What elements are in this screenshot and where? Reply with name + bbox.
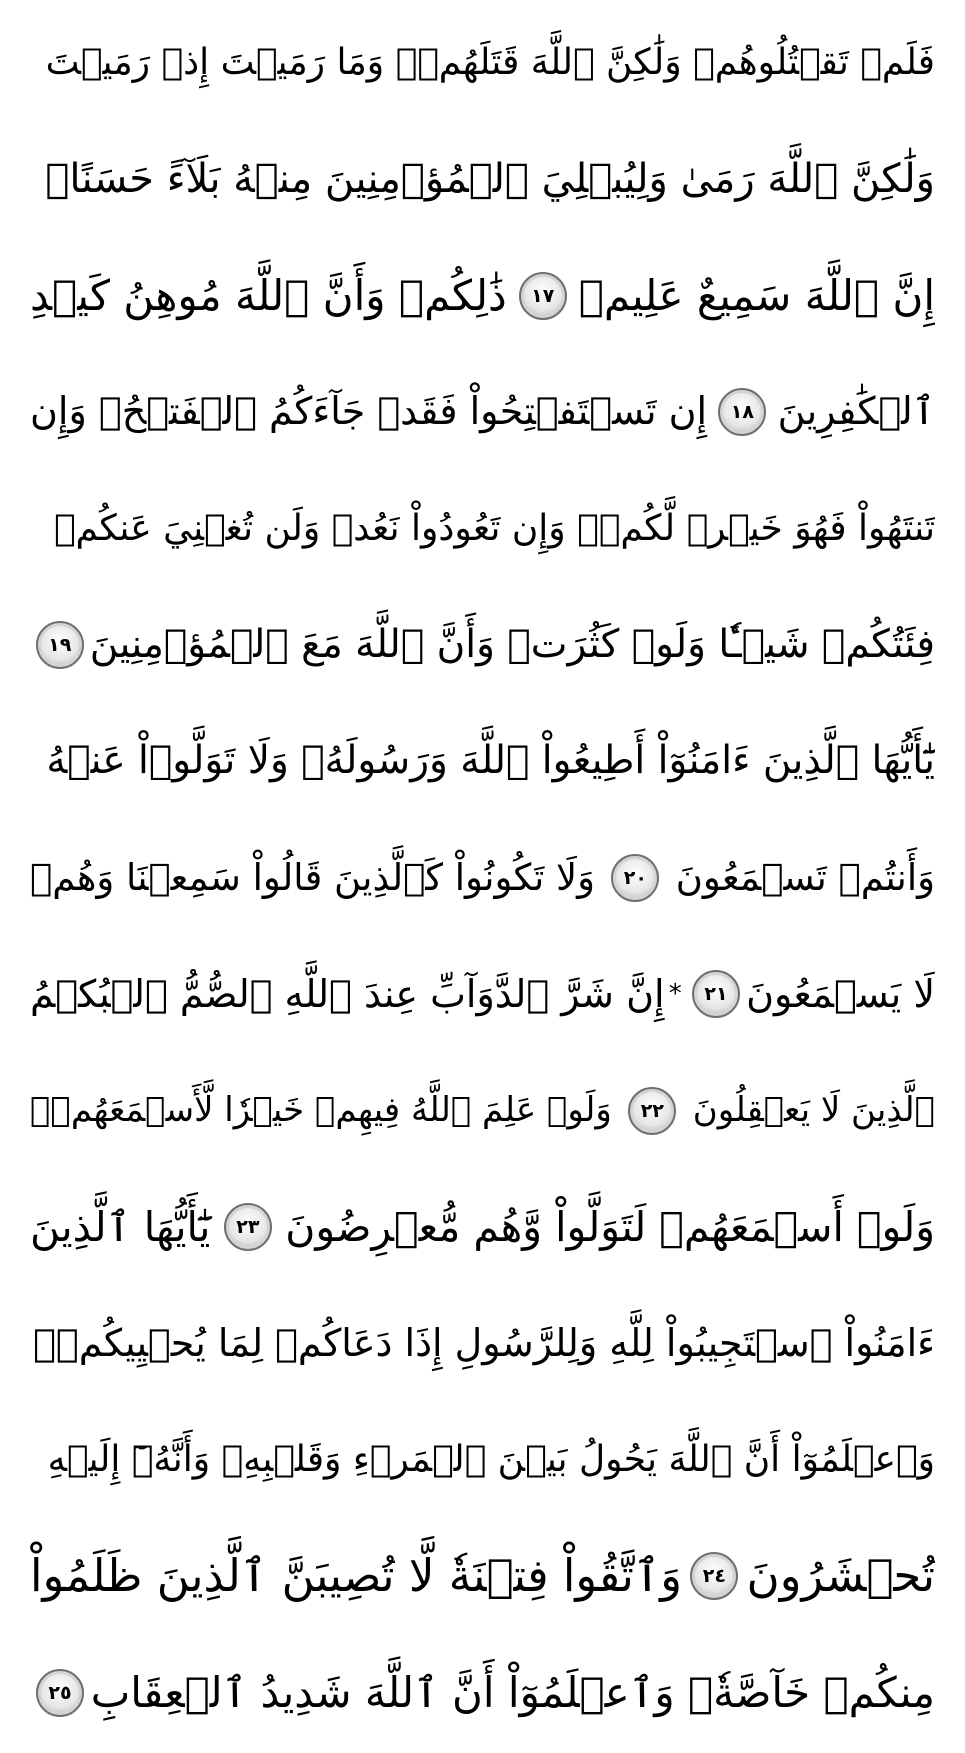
- hizb-star-marker: *: [668, 979, 682, 1010]
- text-line: [30, 357, 935, 467]
- text-line: [30, 707, 935, 817]
- ayah-number-marker: ٢١: [692, 970, 740, 1018]
- ayah-number-marker: ٢٥: [36, 1669, 84, 1717]
- text-line: [30, 939, 935, 1049]
- line-text: إِنَّ ٱللَّهَ سَمِيعٌ عَلِيمٞ: [578, 270, 935, 320]
- text-line: [30, 1521, 935, 1631]
- line-text: وَأَنتُمۡ تَسۡمَعُونَ: [675, 855, 935, 899]
- line-text: وَلَا تَكُونُواْ كَٱلَّذِينَ قَالُواْ سَمِعۡنَا وَهُمۡ: [30, 855, 596, 899]
- line-text: إِنَّ شَرَّ ٱلدَّوَآبِّ عِندَ ٱللَّهِ ٱلصُّمُّ ٱلۡبُكۡمُ: [30, 971, 665, 1016]
- ayah-number-marker: ٢٤: [690, 1552, 738, 1600]
- text-line: [30, 1172, 935, 1282]
- ayah-number-marker: ١٨: [718, 388, 766, 436]
- line-text: فِئَتُكُمۡ شَيۡـٔٗا وَلَوۡ كَثُرَتۡ وَأَنَّ ٱللَّهَ مَعَ ٱلۡمُؤۡمِنِينَ: [89, 621, 935, 667]
- line-text: ذَٰلِكُمۡ وَأَنَّ ٱللَّهَ مُوهِنُ كَيۡدِ: [30, 270, 507, 320]
- text-line: [30, 1289, 935, 1399]
- text-line: [30, 8, 935, 118]
- ayah-number-marker: ٢٠: [611, 854, 659, 902]
- line-text: إِن تَسۡتَفۡتِحُواْ فَقَدۡ جَآءَكُمُ ٱلۡفَتۡحُۖ وَإِن: [30, 389, 708, 434]
- line-text: وَلَوۡ عَلِمَ ٱللَّهُ فِيهِمۡ خَيۡرٗا لَّأَسۡمَعَهُمۡۖ: [30, 1090, 612, 1131]
- text-line: [30, 474, 935, 584]
- line-text: وَلَٰكِنَّ ٱللَّهَ رَمَىٰ وَلِيُبۡلِيَ ٱلۡمُؤۡمِنِينَ مِنۡهُ بَلَآءً حَسَنًاۚ: [45, 156, 935, 203]
- ayah-number-marker: ٢٣: [224, 1203, 272, 1251]
- text-line: [30, 241, 935, 351]
- line-text: ءَامَنُواْ ٱسۡتَجِيبُواْ لِلَّهِ وَلِلرَّسُولِ إِذَا دَعَاكُمۡ لِمَا يُحۡيِيكُمۡۖ: [33, 1320, 935, 1365]
- line-text: ٱلۡكَٰفِرِينَ: [777, 389, 935, 434]
- line-text: فَلَمۡ تَقۡتُلُوهُمۡ وَلَٰكِنَّ ٱللَّهَ قَتَلَهُمۡۚ وَمَا رَمَيۡتَ إِذۡ رَمَيۡتَ: [45, 42, 935, 84]
- line-text: لَا يَسۡمَعُونَ: [746, 971, 935, 1016]
- line-text: ٱلَّذِينَ لَا يَعۡقِلُونَ: [692, 1090, 935, 1131]
- text-line: [30, 1056, 935, 1166]
- text-line: [30, 590, 935, 700]
- line-text: تُحۡشَرُونَ: [746, 1549, 935, 1603]
- ayah-number-marker: ٢٢: [628, 1087, 676, 1135]
- text-line: [30, 823, 935, 933]
- ayah-number-marker: ١٩: [36, 621, 84, 669]
- line-text: وَلَوۡ أَسۡمَعَهُمۡ لَتَوَلَّواْ وَّهُم مُّعۡرِضُونَ: [285, 1202, 935, 1251]
- line-text: وَٱعۡلَمُوٓاْ أَنَّ ٱللَّهَ يَحُولُ بَيۡنَ ٱلۡمَرۡءِ وَقَلۡبِهِۦ وَأَنَّهُۥٓ إِلَيۡهِ: [47, 1439, 935, 1481]
- ayah-number-marker: ١٧: [519, 272, 567, 320]
- text-line: [30, 1405, 935, 1515]
- text-line: [30, 1638, 935, 1748]
- text-line: [30, 124, 935, 234]
- line-text: يَٰٓأَيُّهَا ٱلَّذِينَ: [30, 1202, 211, 1251]
- line-text: مِنكُمۡ خَآصَّةٗۖ وَٱعۡلَمُوٓاْ أَنَّ ٱللَّهَ شَدِيدُ ٱلۡعِقَابِ: [90, 1667, 935, 1717]
- line-text: تَنتَهُواْ فَهُوَ خَيۡرٞ لَّكُمۡۖ وَإِن تَعُودُواْ نَعُدۡ وَلَن تُغۡنِيَ عَنكُمۡ: [53, 508, 935, 550]
- verse-lines: [30, 8, 935, 1748]
- line-text: وَٱتَّقُواْ فِتۡنَةٗ لَّا تُصِيبَنَّ ٱلَّذِينَ ظَلَمُواْ: [30, 1549, 683, 1603]
- line-text: يَٰٓأَيُّهَا ٱلَّذِينَ ءَامَنُوٓاْ أَطِيعُواْ ٱللَّهَ وَرَسُولَهُۥ وَلَا تَوَلَّوۡاْ عَنۡهُ: [46, 738, 935, 784]
